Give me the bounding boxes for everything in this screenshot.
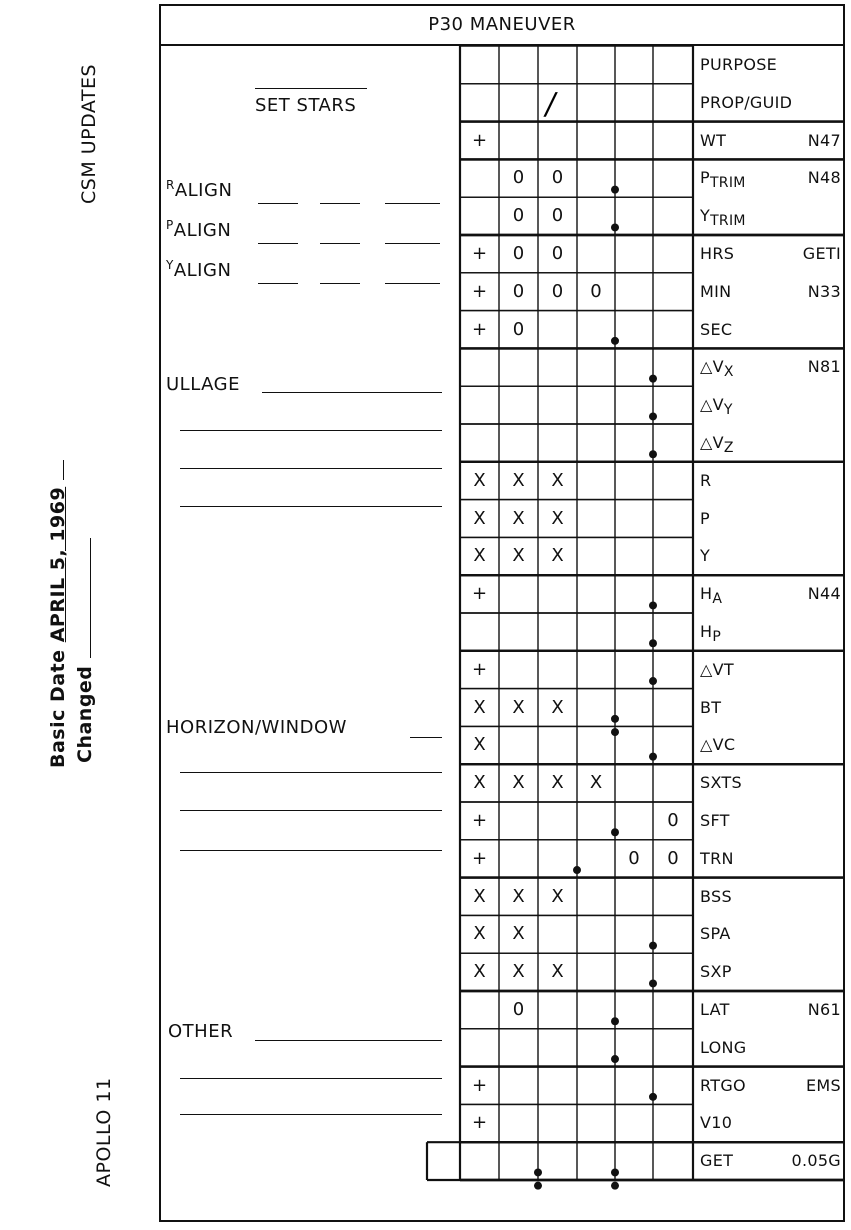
row-code: GETI bbox=[802, 244, 841, 263]
row-code: EMS bbox=[806, 1075, 841, 1095]
decimal-point-marker bbox=[649, 375, 657, 383]
row-label: △VC bbox=[700, 735, 736, 755]
row-label: HRS bbox=[700, 244, 735, 263]
grid-cell: + bbox=[471, 583, 488, 605]
row-label: SXP bbox=[700, 962, 732, 982]
decimal-point-marker bbox=[534, 1168, 542, 1176]
decimal-point-marker bbox=[611, 1055, 619, 1063]
grid-cell: X bbox=[551, 507, 564, 529]
row-label: R bbox=[700, 470, 712, 490]
grid-cell: 0 bbox=[512, 167, 525, 189]
decimal-point-marker bbox=[649, 979, 657, 987]
grid-cell: X bbox=[589, 772, 603, 794]
grid-cell: 0 bbox=[551, 167, 564, 189]
grid-cell: + bbox=[471, 1074, 488, 1096]
row-code: N61 bbox=[807, 1000, 841, 1019]
decimal-point-marker bbox=[649, 942, 657, 950]
row-code: N81 bbox=[807, 357, 841, 377]
row-label: $H_A$ bbox=[700, 584, 723, 608]
row-label: TRN bbox=[700, 848, 734, 868]
grid-cell: X bbox=[551, 469, 564, 491]
grid-cell: X bbox=[473, 772, 486, 794]
grid-cell: X bbox=[551, 961, 564, 983]
grid-cell: 0 bbox=[512, 280, 525, 302]
grid-cell: + bbox=[471, 810, 488, 831]
decimal-point-marker bbox=[573, 866, 581, 874]
basic-date-value: APRIL 5, 1969 bbox=[47, 486, 69, 643]
grid-cell: X bbox=[473, 469, 486, 491]
row-label: PURPOSE bbox=[700, 55, 778, 74]
row-label: RTGO bbox=[700, 1075, 746, 1095]
grid-cell: X bbox=[473, 961, 486, 983]
row-label: $\triangle V_Z$ bbox=[700, 433, 734, 457]
changed-label: Changed bbox=[74, 665, 96, 763]
grid-cell: + bbox=[471, 658, 488, 680]
grid-cell: + bbox=[471, 129, 488, 151]
grid-cell: 0 bbox=[551, 280, 564, 302]
grid-cell: 0 bbox=[628, 847, 640, 869]
grid-cell: X bbox=[551, 885, 564, 907]
row-label: BT bbox=[700, 697, 722, 717]
row-label: $P_{TRIM}$ bbox=[700, 168, 746, 192]
grid-cell: 0 bbox=[512, 243, 525, 264]
row-label: $\triangle V_X$ bbox=[700, 357, 734, 381]
decimal-point-marker bbox=[649, 412, 657, 420]
grid-cell: 0 bbox=[551, 243, 564, 264]
p-align-label: $^P$ALIGN bbox=[166, 218, 232, 241]
row-label: LAT bbox=[700, 1000, 730, 1019]
decimal-point-marker bbox=[649, 601, 657, 609]
decimal-point-marker bbox=[611, 1017, 619, 1025]
row-label: SXTS bbox=[700, 773, 742, 793]
basic-date-label: Basic Date bbox=[47, 649, 69, 768]
row-label: $H_P$ bbox=[700, 622, 722, 646]
row-label: P bbox=[700, 508, 710, 528]
apollo-label: APOLLO 11 bbox=[93, 1077, 115, 1187]
y-align-label: $^Y$ALIGN bbox=[166, 258, 232, 281]
grid-cell: 0 bbox=[590, 280, 602, 302]
grid-cell: X bbox=[512, 469, 525, 491]
other-label: OTHER bbox=[168, 1021, 234, 1042]
decimal-point-marker bbox=[611, 728, 619, 736]
decimal-point-marker bbox=[649, 1093, 657, 1101]
grid-cell: + bbox=[471, 280, 488, 302]
decimal-point-marker bbox=[611, 223, 619, 231]
grid-cell: X bbox=[551, 772, 564, 794]
grid-cell: X bbox=[512, 885, 525, 907]
grid-cell: X bbox=[512, 545, 525, 567]
row-label: BSS bbox=[700, 886, 732, 906]
decimal-point-marker bbox=[649, 677, 657, 685]
grid-cell: X bbox=[473, 545, 486, 567]
grid-cell: + bbox=[471, 1112, 488, 1134]
grid-cell: 0 bbox=[512, 999, 525, 1020]
row-label: PROP/GUID bbox=[700, 92, 793, 112]
decimal-point-marker bbox=[534, 1182, 542, 1190]
grid-cell: X bbox=[473, 507, 486, 529]
decimal-point-marker bbox=[649, 753, 657, 761]
grid-cell: + bbox=[471, 847, 488, 869]
grid-cell: X bbox=[473, 923, 486, 945]
decimal-point-marker bbox=[611, 186, 619, 194]
decimal-point-marker bbox=[649, 450, 657, 458]
grid-cell: X bbox=[473, 696, 486, 718]
grid-cell: X bbox=[551, 696, 564, 718]
ullage-label: ULLAGE bbox=[166, 374, 240, 395]
grid-cell: 0 bbox=[512, 318, 525, 340]
grid-cell: X bbox=[512, 772, 525, 794]
form-title: P30 MANEUVER bbox=[159, 4, 845, 46]
decimal-point-marker bbox=[649, 639, 657, 647]
row-label: SFT bbox=[700, 811, 730, 830]
grid-cell: X bbox=[473, 885, 486, 907]
row-label: $Y_{TRIM}$ bbox=[700, 206, 746, 230]
csm-updates-label: CSM UPDATES bbox=[78, 63, 100, 204]
grid-cell: X bbox=[551, 545, 564, 567]
grid-cell: X bbox=[512, 507, 525, 529]
grid-cell: + bbox=[471, 318, 488, 340]
row-label: LONG bbox=[700, 1037, 747, 1057]
decimal-point-marker bbox=[611, 1168, 619, 1176]
grid-cell: X bbox=[473, 734, 486, 756]
row-label: $\triangle V_Y$ bbox=[700, 395, 733, 419]
row-label: SEC bbox=[700, 319, 733, 339]
slash-mark: / bbox=[542, 87, 559, 122]
grid-cell: X bbox=[512, 696, 525, 718]
grid-cell: 0 bbox=[512, 205, 525, 227]
row-label: GET bbox=[700, 1151, 734, 1171]
grid-cell: + bbox=[471, 243, 488, 264]
decimal-point-marker bbox=[611, 715, 619, 723]
row-code: 0.05G bbox=[791, 1151, 841, 1171]
grid-cell: 0 bbox=[667, 847, 679, 869]
row-label: V10 bbox=[700, 1113, 733, 1133]
row-code: N47 bbox=[807, 130, 841, 150]
grid-cell: 0 bbox=[551, 205, 564, 227]
r-align-label: $^R$ALIGN bbox=[166, 178, 233, 201]
row-label: WT bbox=[700, 130, 727, 150]
row-label: △VT bbox=[700, 659, 734, 679]
horizon-window-label: HORIZON/WINDOW bbox=[166, 717, 347, 738]
grid-cell: 0 bbox=[667, 810, 679, 831]
decimal-point-marker bbox=[611, 337, 619, 345]
row-label: MIN bbox=[700, 281, 732, 301]
row-code: N33 bbox=[807, 281, 841, 301]
row-code: N44 bbox=[807, 584, 841, 604]
decimal-point-marker bbox=[611, 828, 619, 836]
row-label: SPA bbox=[700, 924, 731, 944]
row-label: Y bbox=[700, 546, 711, 566]
decimal-point-marker bbox=[611, 1182, 619, 1190]
grid-cell: X bbox=[512, 961, 525, 983]
set-stars-label: SET STARS bbox=[255, 95, 357, 116]
grid-cell: X bbox=[512, 923, 525, 945]
row-code: N48 bbox=[807, 168, 841, 188]
